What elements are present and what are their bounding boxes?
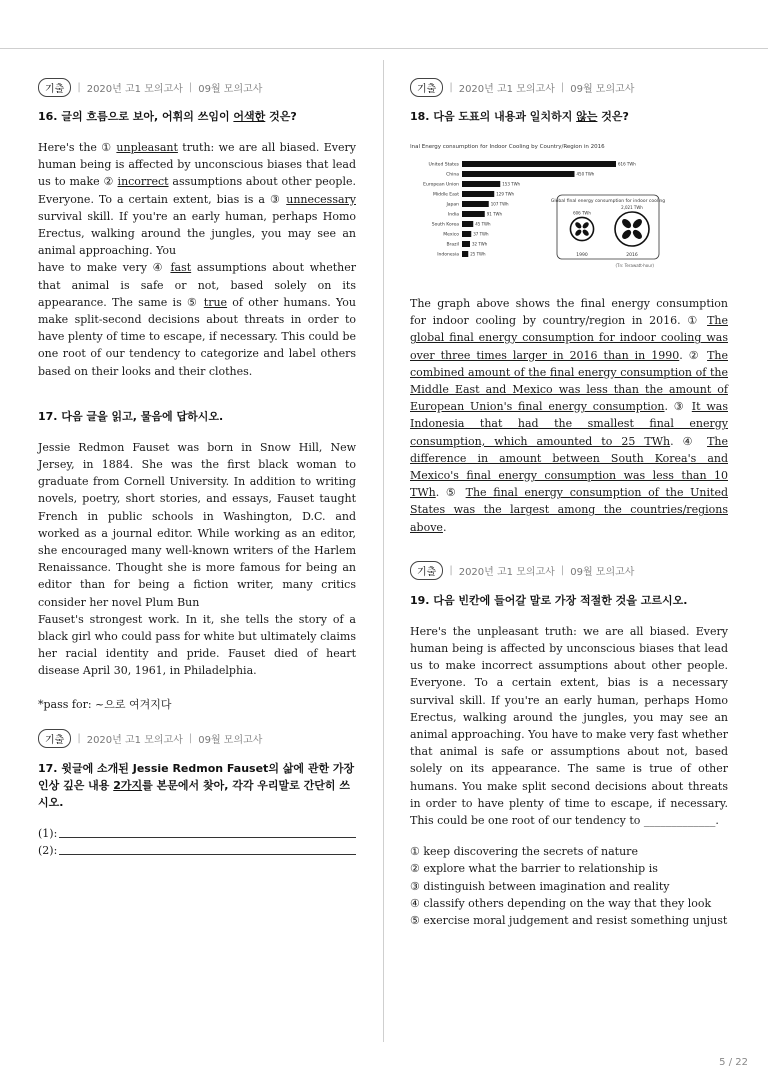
q17-title: 17. 다음 글을 읽고, 물음에 답하시오. [38,409,224,423]
bar [462,181,500,187]
inset-title: Global final energy consumption for indoor cooling [550,199,666,204]
answer-line-1[interactable]: (1): [38,825,356,842]
value-label: 129 TWh [496,191,515,197]
bar [462,241,470,247]
source-tag: 기출 [410,561,443,580]
q17b-title: 17. 윗글에 소개된 Jessie Redmon Fauset의 삶에 관한 가장 인상 깊은 내용 2가지를 본문에서 찾아, 각각 우리말로 간단히 쓰시오. [38,761,355,809]
value-label: 153 TWh [502,181,521,187]
q17-passage: Jessie Redmon Fauset was born in Snow Hill, New Jersey, in 1884. She was the first black woman to graduate from Cornell University. In addition to writing novels, poetry, short stories, and essays, Fauset taught French in public schools in Washington, D.C. and worked as a journal editor. While working as an editor, she encouraged many well-known writers of the Harlem Renaissance. Thought she is more famous for being an editor than for being a fiction writer, many critics consider her novel Plum Bun Fauset's strongest work. In it, she tells the story of a black girl who could pass for white but ultimately claims her racial identity and pride. Fauset died of heart disease April 30, 1961, in Philadelphia. [38,440,356,678]
source-tag: 기출 [38,78,71,97]
chart-bars [423,161,636,258]
value-label: 45 TWh [475,221,491,227]
column-divider [383,60,384,1042]
exam-year: 2020년 고1 모의고사 [458,83,555,95]
source-tag: 기출 [38,729,71,748]
value-label: 91 TWh [486,211,503,217]
category-label: India [447,212,459,218]
category-label: Indonesia [437,252,459,258]
category-label: Japan [446,202,459,208]
q19-title: 19. 다음 빈칸에 들어갈 말로 가장 적절한 것을 고르시오. [410,593,688,607]
exam-month: 09월 모의고사 [570,567,635,579]
source-tag: 기출 [410,78,443,97]
left-column [38,78,356,859]
exam-year: 2020년 고1 모의고사 [86,735,183,747]
q19-passage: Here's the unpleasant truth: we are all biased. Every human being is affected by unconscious biases that lead us to make incorrect assumptions about other people. Everyone. To a certain extent, bias is a necessary survival skill. If you're an early human, perhaps Homo Erectus, walking around the jungles, you may see an animal approaching. You have to make very fast whether that animal is safe or assumptions about not, based solely on its appearance. The same is true of other humans. You make split second decisions about threats in order to have plenty of time to escape, if necessary. This could be one root of our tendency to _____________. [410,624,728,828]
fan-icon [570,217,593,240]
energy-chart [410,139,728,271]
q19-options [410,843,728,929]
exam-year: 2020년 고1 모의고사 [86,83,183,95]
option-4[interactable]: ④ classify others depending on the way that they look [410,896,712,910]
bar [462,211,485,217]
chart-unit-note: (Tn: Terawatt-hour) [615,263,654,268]
option-1[interactable]: ① keep discovering the secrets of nature [410,845,638,859]
value-label: 37 TWh [473,231,489,237]
q16-source-row: 기출 | 2020년 고1 모의고사 | 09월 모의고사 [38,78,356,96]
bar [462,231,471,237]
inset-value-label: 2,021 TWh [621,205,643,210]
value-label: 107 TWh [490,201,509,207]
bar [462,251,468,257]
right-column [410,78,728,929]
category-label: Brazil [446,242,459,248]
category-label: European Union [423,182,459,188]
q19-blank: _____________ [643,814,716,828]
q17b-source-row: 기출 | 2020년 고1 모의고사 | 09월 모의고사 [38,730,356,748]
chart-title: Final Energy consumption for Indoor Cooling by Country/Region in 2016 [410,144,605,150]
inset-year-label: 2016 [626,253,638,258]
q17-footnote: *pass for: ~으로 여겨지다 [38,697,172,711]
value-label: 616 TWh [618,161,636,167]
category-label: Mexico [443,232,459,238]
page-number: 5 / 22 [719,1057,748,1068]
bar [462,201,489,207]
q18-source-row: 기출 | 2020년 고1 모의고사 | 09월 모의고사 [410,78,728,96]
q16-passage: Here's the ① unpleasant truth: we are all biased. Every human being is affected by unconscious biases that lead us to make ② incorrect assumptions about other people. Everyone. To a certain extent, bias is a ③ unnecessary survival skill. If you're an early human, perhaps Homo Erectus, walking around the jungles, you may see an animal approaching. You have to make very ④ fast assumptions about whether that animal is safe or not, based solely on its appearance. The same is ⑤ true of other humans. You make split-second decisions about threats in order to have plenty of time to escape, if necessary. This could be one root of our tendency to categorize and label others based on their looks and their clothes. [38,141,357,378]
bar [462,171,575,177]
value-label: 32 TWh [472,241,488,247]
value-label: 450 TWh [576,171,595,177]
q19-source-row: 기출 | 2020년 고1 모의고사 | 09월 모의고사 [410,562,728,580]
exam-month: 09월 모의고사 [198,735,263,747]
q18-passage: The graph above shows the final energy consumption for indoor cooling by country/region in 2016. ① The global final energy consumption for indoor cooling was over three times larger in 2016 than in 1990. ② The combined amount of the final energy consumption of the Middle East and Mexico was less than the amount of European Union's final energy consumption. ③ It was Indonesia that had the smallest final energy consumption, which amounted to 25 TWh. ④ The difference in amount between South Korea's and Mexico's final energy consumption was less than 10 TWh. ⑤ The final energy consumption of the United States was the largest among the countries/regions above. [410,297,728,534]
fan-icon [615,212,649,246]
option-3[interactable]: ③ distinguish between imagination and reality [410,879,670,893]
exam-month: 09월 모의고사 [570,83,635,95]
category-label: South Korea [431,222,459,228]
option-2[interactable]: ② explore what the barrier to relationship is [410,862,658,876]
exam-month: 09월 모의고사 [198,83,263,95]
inset-value-label: 606 TWh [573,210,591,216]
option-5[interactable]: ⑤ exercise moral judgement and resist something unjust [410,914,728,928]
bar [462,221,473,227]
category-label: United States [428,162,459,168]
category-label: Middle East [432,192,459,198]
q18-title: 18. 다음 도표의 내용과 일치하지 않는 것은? [410,110,629,123]
answer-line-2[interactable]: (2): [38,842,356,859]
bar [462,161,616,167]
header-rule [0,48,768,49]
inset-year-label: 1990 [576,253,588,258]
energy-chart-svg [410,139,728,271]
bar [462,191,494,197]
chart-inset [551,195,665,259]
value-label: 25 TWh [470,251,486,257]
exam-year: 2020년 고1 모의고사 [458,567,555,579]
q16-title: 16. 글의 흐름으로 보아, 어휘의 쓰임이 어색한 것은? [38,110,297,123]
category-label: China [446,172,459,178]
